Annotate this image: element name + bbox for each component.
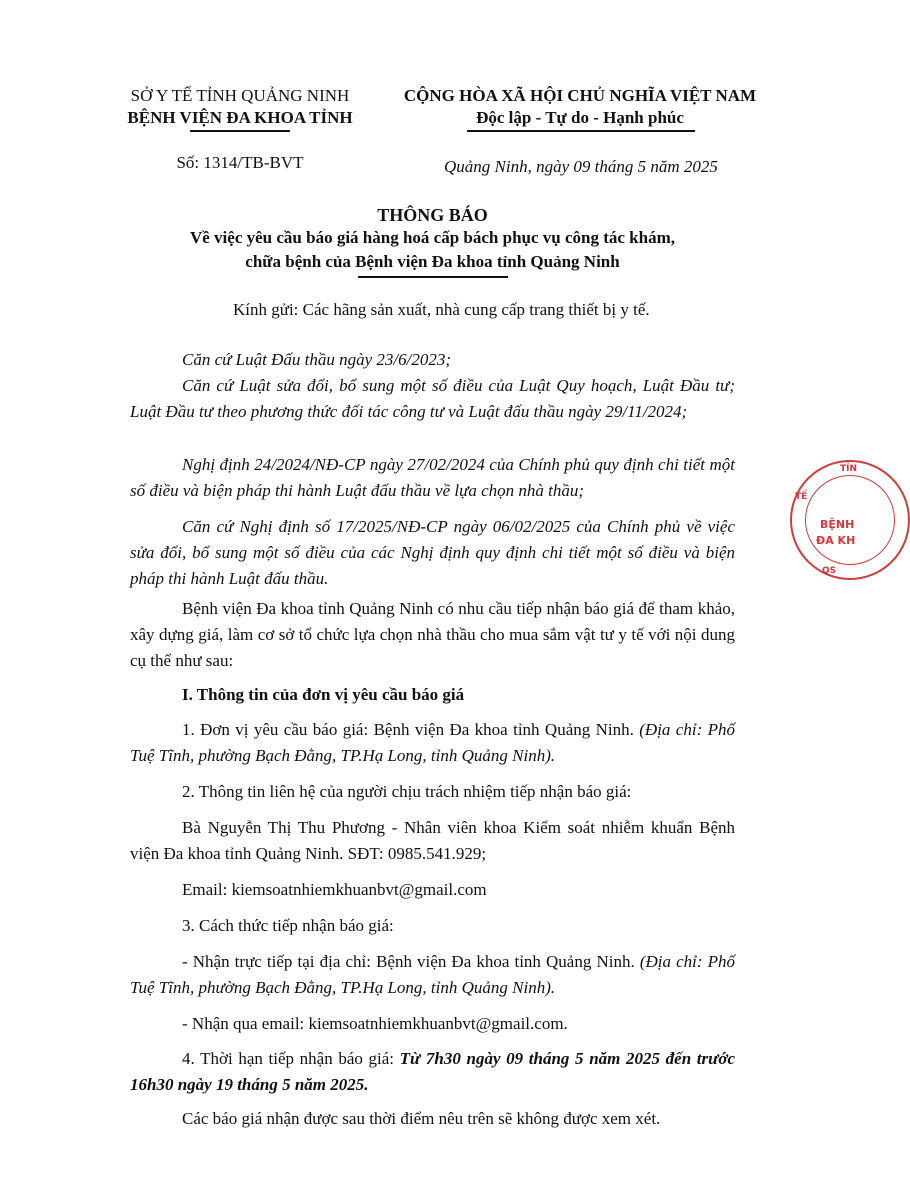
doc-number: Số: 1314/TB-BVT	[176, 153, 304, 172]
national-motto: Độc lập - Tự do - Hạnh phúc	[476, 108, 684, 127]
motto-underline	[467, 130, 695, 132]
org-name-underline	[190, 130, 290, 132]
doc-subject-line-1: Về việc yêu cầu báo giá hàng hoá cấp bách phục vụ công tác khám,	[189, 228, 676, 247]
stamp-text-line1: BỆNH	[820, 518, 855, 531]
recipient: Kính gửi: Các hãng sản xuất, nhà cung cấp trang thiết bị y tế.	[233, 300, 650, 319]
legal-basis-4: Căn cứ Nghị định số 17/2025/NĐ-CP ngày 06/02/2025 của Chính phủ về việc sửa đổi, bổ sung một số điều của các Nghị định quy định chi tiết một số điều và biện pháp thi hành Luật đấu thầu.	[130, 517, 735, 588]
stamp-text-top: TỈN	[840, 464, 858, 474]
requester-address: (Địa chỉ: Phố Tuệ Tĩnh, phường Bạch Đằng, TP.Hạ Long, tỉnh Quảng Ninh).	[130, 720, 735, 765]
requester-item	[130, 717, 735, 769]
late-note: Các báo giá nhận được sau thời điểm nêu trên sẽ không được xem xét.	[182, 1109, 661, 1128]
doc-subject-line-2: chữa bệnh của Bệnh viện Đa khoa tỉnh Quảng Ninh	[245, 252, 620, 271]
stamp-text-bottom: QS	[822, 566, 837, 576]
deadline-value: Từ 7h30 ngày 09 tháng 5 năm 2025 đến trước 16h30 ngày 19 tháng 5 năm 2025.	[130, 1049, 735, 1094]
org-parent: SỞ Y TẾ TỈNH QUẢNG NINH	[130, 86, 350, 105]
legal-basis-1: Căn cứ Luật Đấu thầu ngày 23/6/2023;	[182, 350, 451, 369]
hospital-stamp	[790, 460, 910, 580]
email-receive: - Nhận qua email: kiemsoatnhiemkhuanbvt@gmail.com.	[182, 1014, 568, 1033]
stamp-text-line2: ĐA KH	[816, 534, 856, 547]
section-heading: I. Thông tin của đơn vị yêu cầu báo giá	[182, 685, 465, 704]
place-date: Quảng Ninh, ngày 09 tháng 5 năm 2025	[444, 157, 718, 176]
subject-underline	[358, 276, 508, 278]
contact-item: 2. Thông tin liên hệ của người chịu trách nhiệm tiếp nhận báo giá:	[182, 782, 632, 801]
deadline-label: 4. Thời hạn tiếp nhận báo giá:	[182, 1049, 400, 1068]
deadline-item	[130, 1046, 735, 1098]
contact-email: Email: kiemsoatnhiemkhuanbvt@gmail.com	[182, 880, 487, 899]
direct-receive-text: - Nhận trực tiếp tại địa chỉ: Bệnh viện Đa khoa tỉnh Quảng Ninh.	[182, 952, 640, 971]
direct-receive	[130, 949, 735, 1001]
requester-text: 1. Đơn vị yêu cầu báo giá: Bệnh viện Đa khoa tỉnh Quảng Ninh.	[182, 720, 640, 739]
intro-paragraph: Bệnh viện Đa khoa tỉnh Quảng Ninh có nhu cầu tiếp nhận báo giá để tham khảo, xây dựng giá, làm cơ sở tổ chức lựa chọn nhà thầu cho mua sắm vật tư y tế với nội dung cụ thể như sau:	[130, 599, 735, 670]
stamp-text-left: TẾ	[795, 492, 808, 502]
contact-person: Bà Nguyễn Thị Thu Phương - Nhân viên khoa Kiểm soát nhiễm khuẩn Bệnh viện Đa khoa tỉnh Quảng Ninh. SĐT: 0985.541.929;	[130, 818, 735, 863]
receiving-method: 3. Cách thức tiếp nhận báo giá:	[182, 916, 394, 935]
direct-receive-address: (Địa chỉ: Phố Tuệ Tĩnh, phường Bạch Đằng, TP.Hạ Long, tỉnh Quảng Ninh).	[130, 952, 735, 997]
org-name: BỆNH VIỆN ĐA KHOA TỈNH	[127, 108, 353, 127]
country-name: CỘNG HÒA XÃ HỘI CHỦ NGHĨA VIỆT NAM	[403, 86, 757, 105]
legal-basis-3: Nghị định 24/2024/NĐ-CP ngày 27/02/2024 của Chính phủ quy định chi tiết một số điều và biện pháp thi hành Luật đấu thầu về lựa chọn nhà thầu;	[130, 455, 735, 500]
legal-basis-2: Căn cứ Luật sửa đổi, bổ sung một số điều của Luật Quy hoạch, Luật Đầu tư; Luật Đầu tư theo phương thức đối tác công tư và Luật đấu thầu ngày 29/11/2024;	[130, 376, 735, 421]
doc-title: THÔNG BÁO	[377, 205, 488, 225]
